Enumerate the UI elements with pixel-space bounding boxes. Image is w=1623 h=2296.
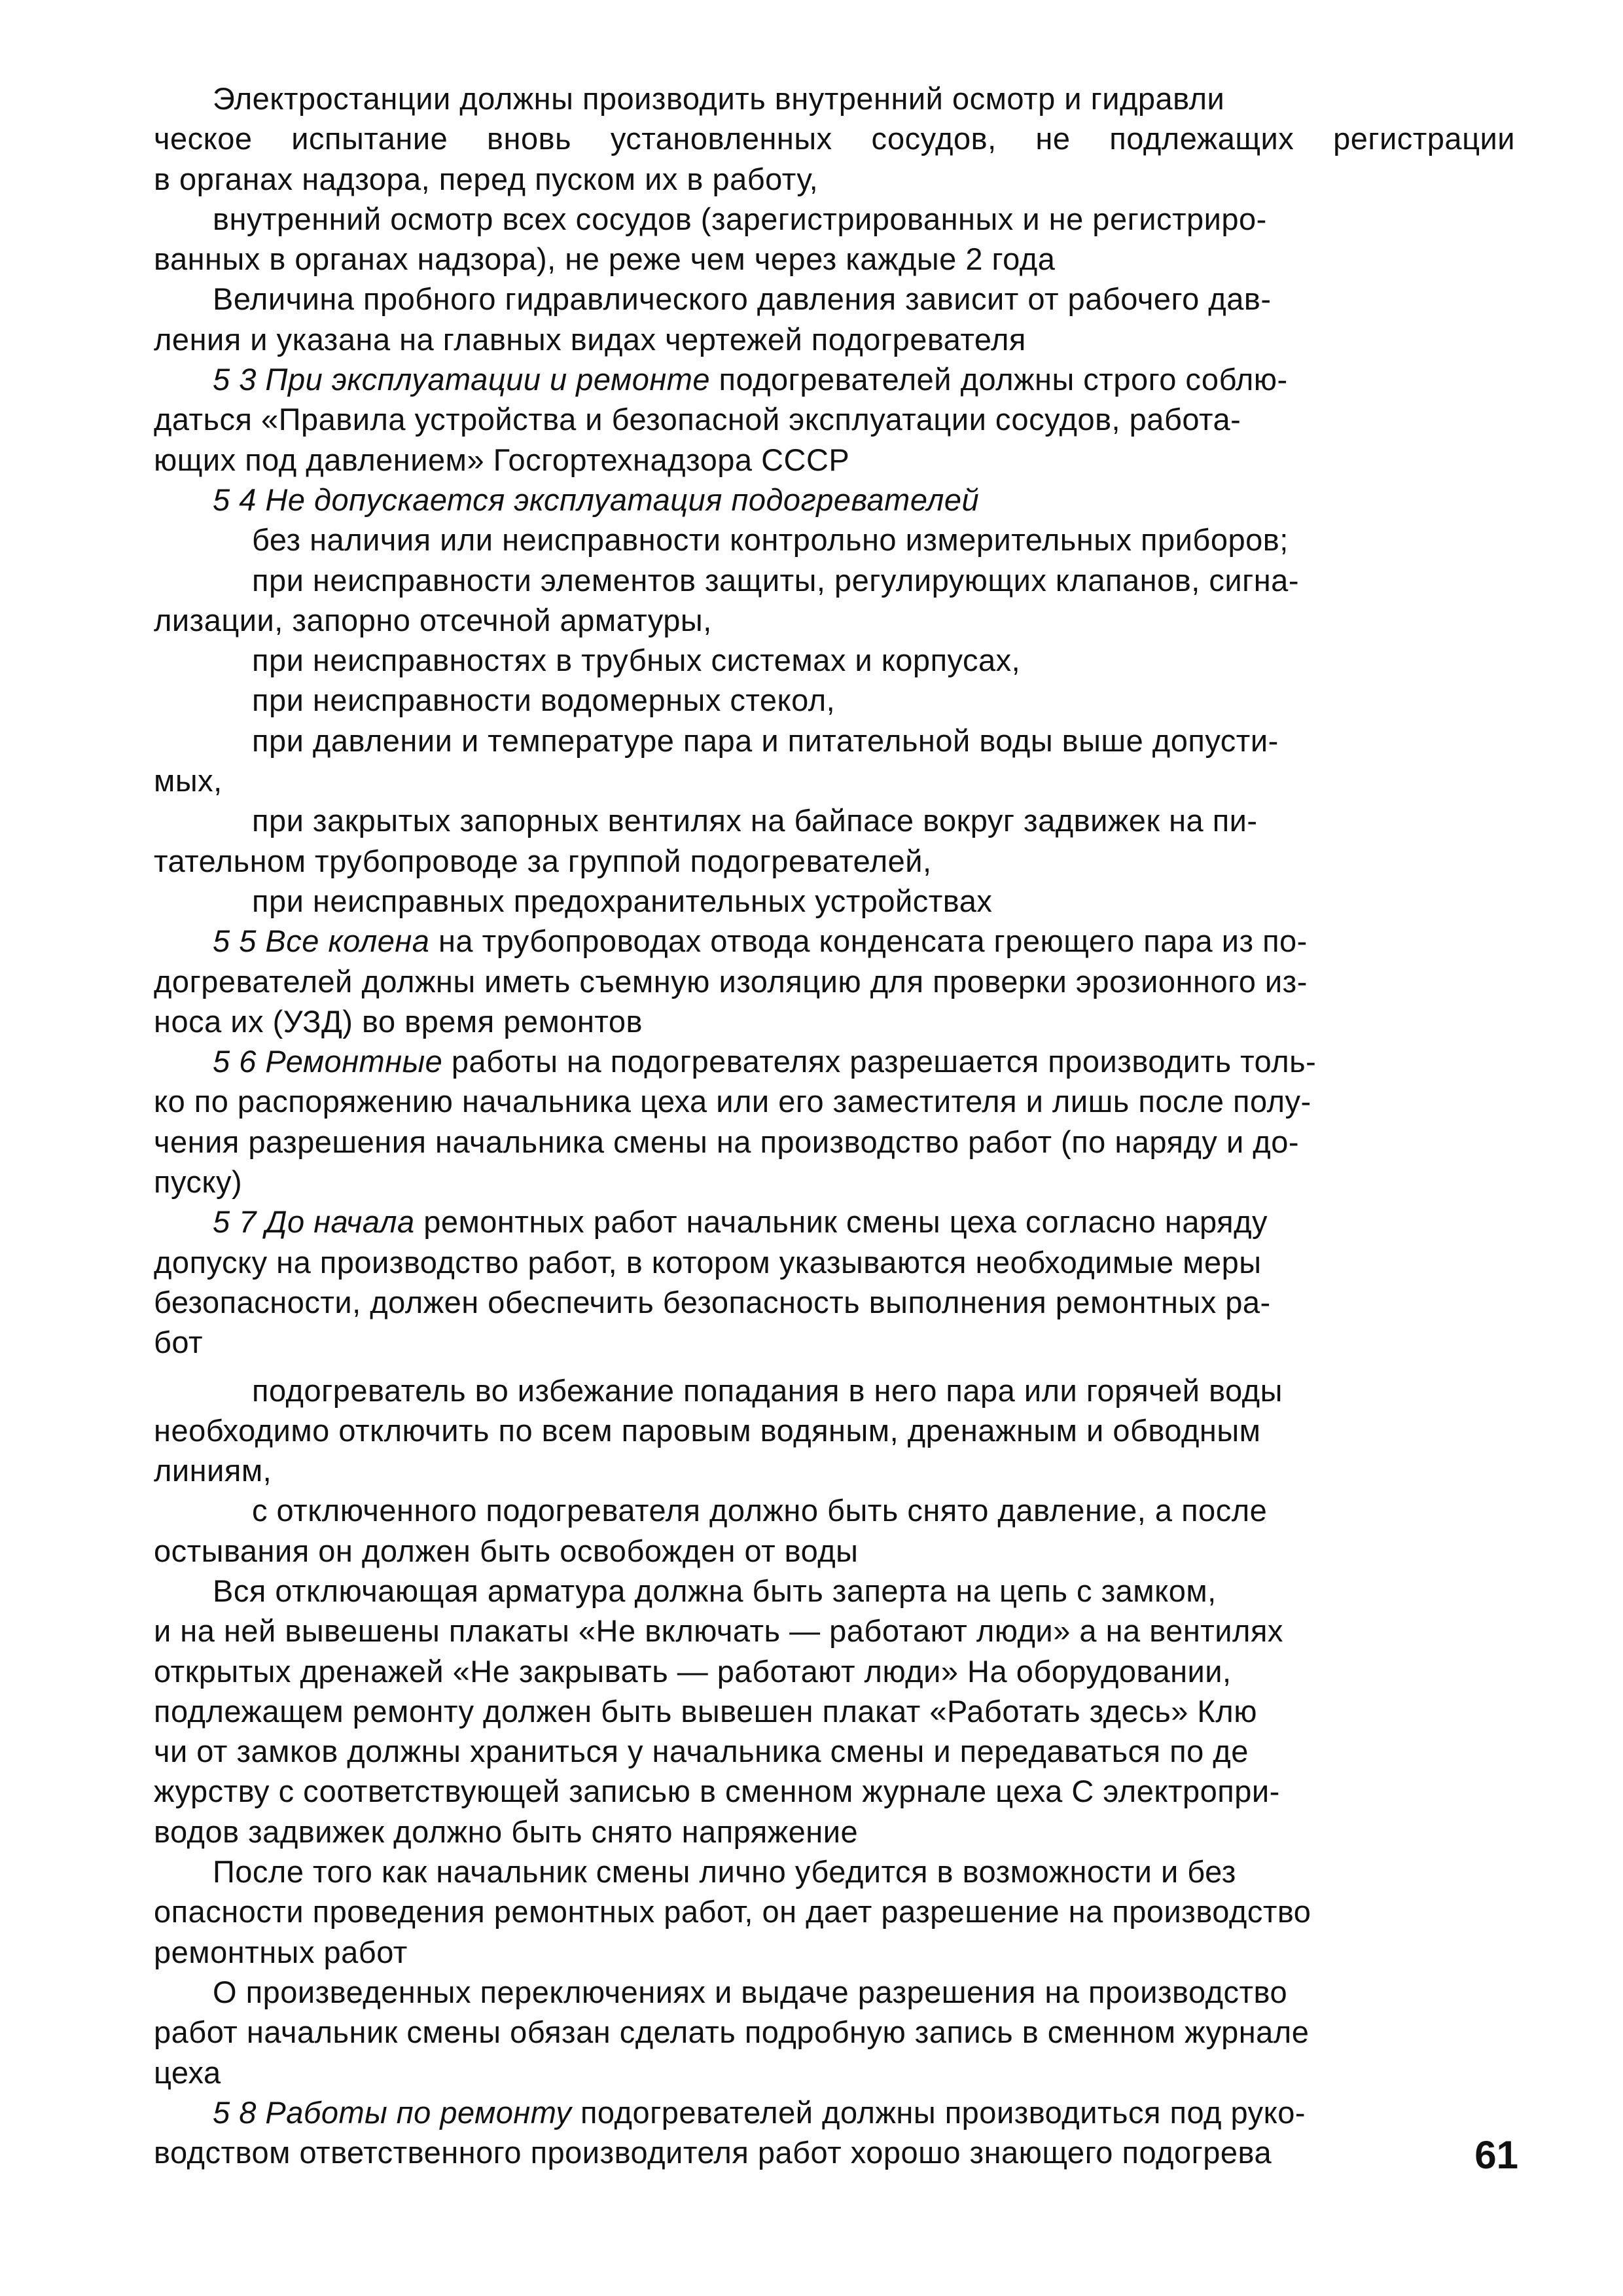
text-line: ремонтных работ: [154, 1934, 408, 1969]
text-line: подлежащем ремонту должен быть вывешен плакат «Работать здесь» Клю: [154, 1693, 1257, 1729]
text-line: ческое испытание вновь установленных сосудов, не подлежащих регистрации: [154, 121, 1515, 156]
text-line: чения разрешения начальника смены на производство работ (по наряду и до-: [154, 1124, 1300, 1159]
text-line: с отключенного подогревателя должно быть снято давление, а после: [252, 1493, 1268, 1528]
list-item: при неисправности водомерных стекол,: [252, 683, 836, 718]
text-line: мых,: [154, 763, 223, 798]
text-line: догревателей должны иметь съемную изоляцию для проверки эрозионного из-: [154, 963, 1308, 999]
text-line: внутренний осмотр всех сосудов (зарегистрированных и не регистриро-: [213, 201, 1267, 236]
text-line: ко по распоряжению начальника цеха или его заместителя и лишь после полу-: [154, 1084, 1311, 1119]
section-number: 5 7: [213, 1204, 257, 1240]
text-line: тательном трубопроводе за группой подогревателей,: [154, 843, 932, 878]
text-line: необходимо отключить по всем паровым водяным, дренажным и обводным: [154, 1412, 1261, 1448]
text-line: опасности проведения ремонтных работ, он дает разрешение на производство: [154, 1894, 1311, 1929]
text-line: даться «Правила устройства и безопасной эксплуатации сосудов, работа-: [154, 402, 1241, 437]
list-item: при неисправности элементов защиты, регулирующих клапанов, сигна-: [252, 562, 1299, 598]
section-lead: Работы по ремонту: [265, 2094, 572, 2130]
text-line: бот: [154, 1325, 204, 1360]
section-heading-line: 5 7 До начала ремонтных работ начальник смены цеха согласно наряду: [213, 1204, 1268, 1240]
section-heading-line: 5 8 Работы по ремонту подогревателей должны производиться под руко-: [213, 2094, 1306, 2130]
section-lead: При эксплуатации и ремонте: [265, 362, 710, 397]
text-line: ления и указана на главных видах чертежей подогревателя: [154, 321, 1026, 357]
text-line: цеха: [154, 2054, 221, 2090]
text-line: и на ней вывешены плакаты «Не включать — работают люди» а на вентилях: [154, 1613, 1283, 1649]
list-item: без наличия или неисправности контрольно измерительных приборов;: [252, 522, 1289, 558]
list-item: при закрытых запорных вентилях на байпасе вокруг задвижек на пи-: [252, 803, 1258, 838]
list-item: при давлении и температуре пара и питательной воды выше допусти-: [252, 723, 1279, 758]
text-line: После того как начальник смены лично убедится в возможности и без: [213, 1854, 1236, 1890]
text-line: О произведенных переключениях и выдаче разрешения на производство: [213, 1974, 1288, 2009]
list-item: при неисправностях в трубных системах и корпусах,: [252, 643, 1021, 678]
text-line: остывания он должен быть освобожден от воды: [154, 1533, 859, 1568]
text-line: водством ответственного производителя работ хорошо знающего подогрева: [154, 2135, 1272, 2170]
list-item: при неисправных предохранительных устройствах: [252, 883, 993, 918]
text-line: Величина пробного гидравлического давления зависит от рабочего дав-: [213, 281, 1272, 317]
text-line: лизации, запорно отсечной арматуры,: [154, 602, 712, 637]
text-line: работ начальник смены обязан сделать подробную запись в сменном журнале: [154, 2015, 1310, 2050]
text-line: открытых дренажей «Не закрывать — работают люди» На оборудовании,: [154, 1653, 1232, 1689]
text-line: ванных в органах надзора), не реже чем через каждые 2 года: [154, 242, 1056, 277]
section-number: 5 4: [213, 482, 257, 517]
section-lead: Не допускается эксплуатация подогревателей: [265, 482, 980, 517]
section-lead: Ремонтные: [265, 1044, 443, 1079]
page-number: 61: [1474, 2133, 1518, 2177]
section-lead: Все колена: [265, 924, 430, 959]
text-line: водов задвижек должно быть снято напряжение: [154, 1814, 859, 1849]
section-heading-line: 5 6 Ремонтные работы на подогревателях разрешается производить толь-: [213, 1044, 1317, 1079]
document-page: [154, 79, 1515, 2172]
text-line: в органах надзора, перед пуском их в работу,: [154, 161, 819, 196]
section-number: 5 6: [213, 1044, 257, 1079]
text-line: журству с соответствующей записью в сменном журнале цеха С электропри-: [154, 1774, 1280, 1809]
section-lead: До начала: [265, 1204, 415, 1240]
text-line: допуску на производство работ, в котором указываются необходимые меры: [154, 1244, 1262, 1280]
text-line: чи от замков должны храниться у начальника смены и передаваться по де: [154, 1734, 1249, 1769]
section-number: 5 8: [213, 2094, 257, 2130]
section-heading-line: 5 3 При эксплуатации и ремонте подогревателей должны строго соблю-: [213, 362, 1288, 397]
text-line: Электростанции должны производить внутренний осмотр и гидравли: [213, 81, 1225, 116]
text-line: носа их (УЗД) во время ремонтов: [154, 1003, 643, 1039]
section-number: 5 3: [213, 362, 257, 397]
section-heading-line: 5 5 Все колена на трубопроводах отвода конденсата греющего пара из по-: [213, 924, 1308, 959]
section-number: 5 5: [213, 924, 257, 959]
section-heading-line: [154, 480, 1515, 520]
text-line: безопасности, должен обеспечить безопасность выполнения ремонтных ра-: [154, 1284, 1271, 1319]
text-line: пуску): [154, 1164, 243, 1200]
text-line: линиям,: [154, 1453, 272, 1488]
text-line: подогреватель во избежание попадания в него пара или горячей воды: [252, 1372, 1283, 1408]
text-line: ющих под давлением» Госгортехнадзора СССР: [154, 442, 850, 477]
text-line: Вся отключающая арматура должна быть заперта на цепь с замком,: [213, 1573, 1217, 1608]
